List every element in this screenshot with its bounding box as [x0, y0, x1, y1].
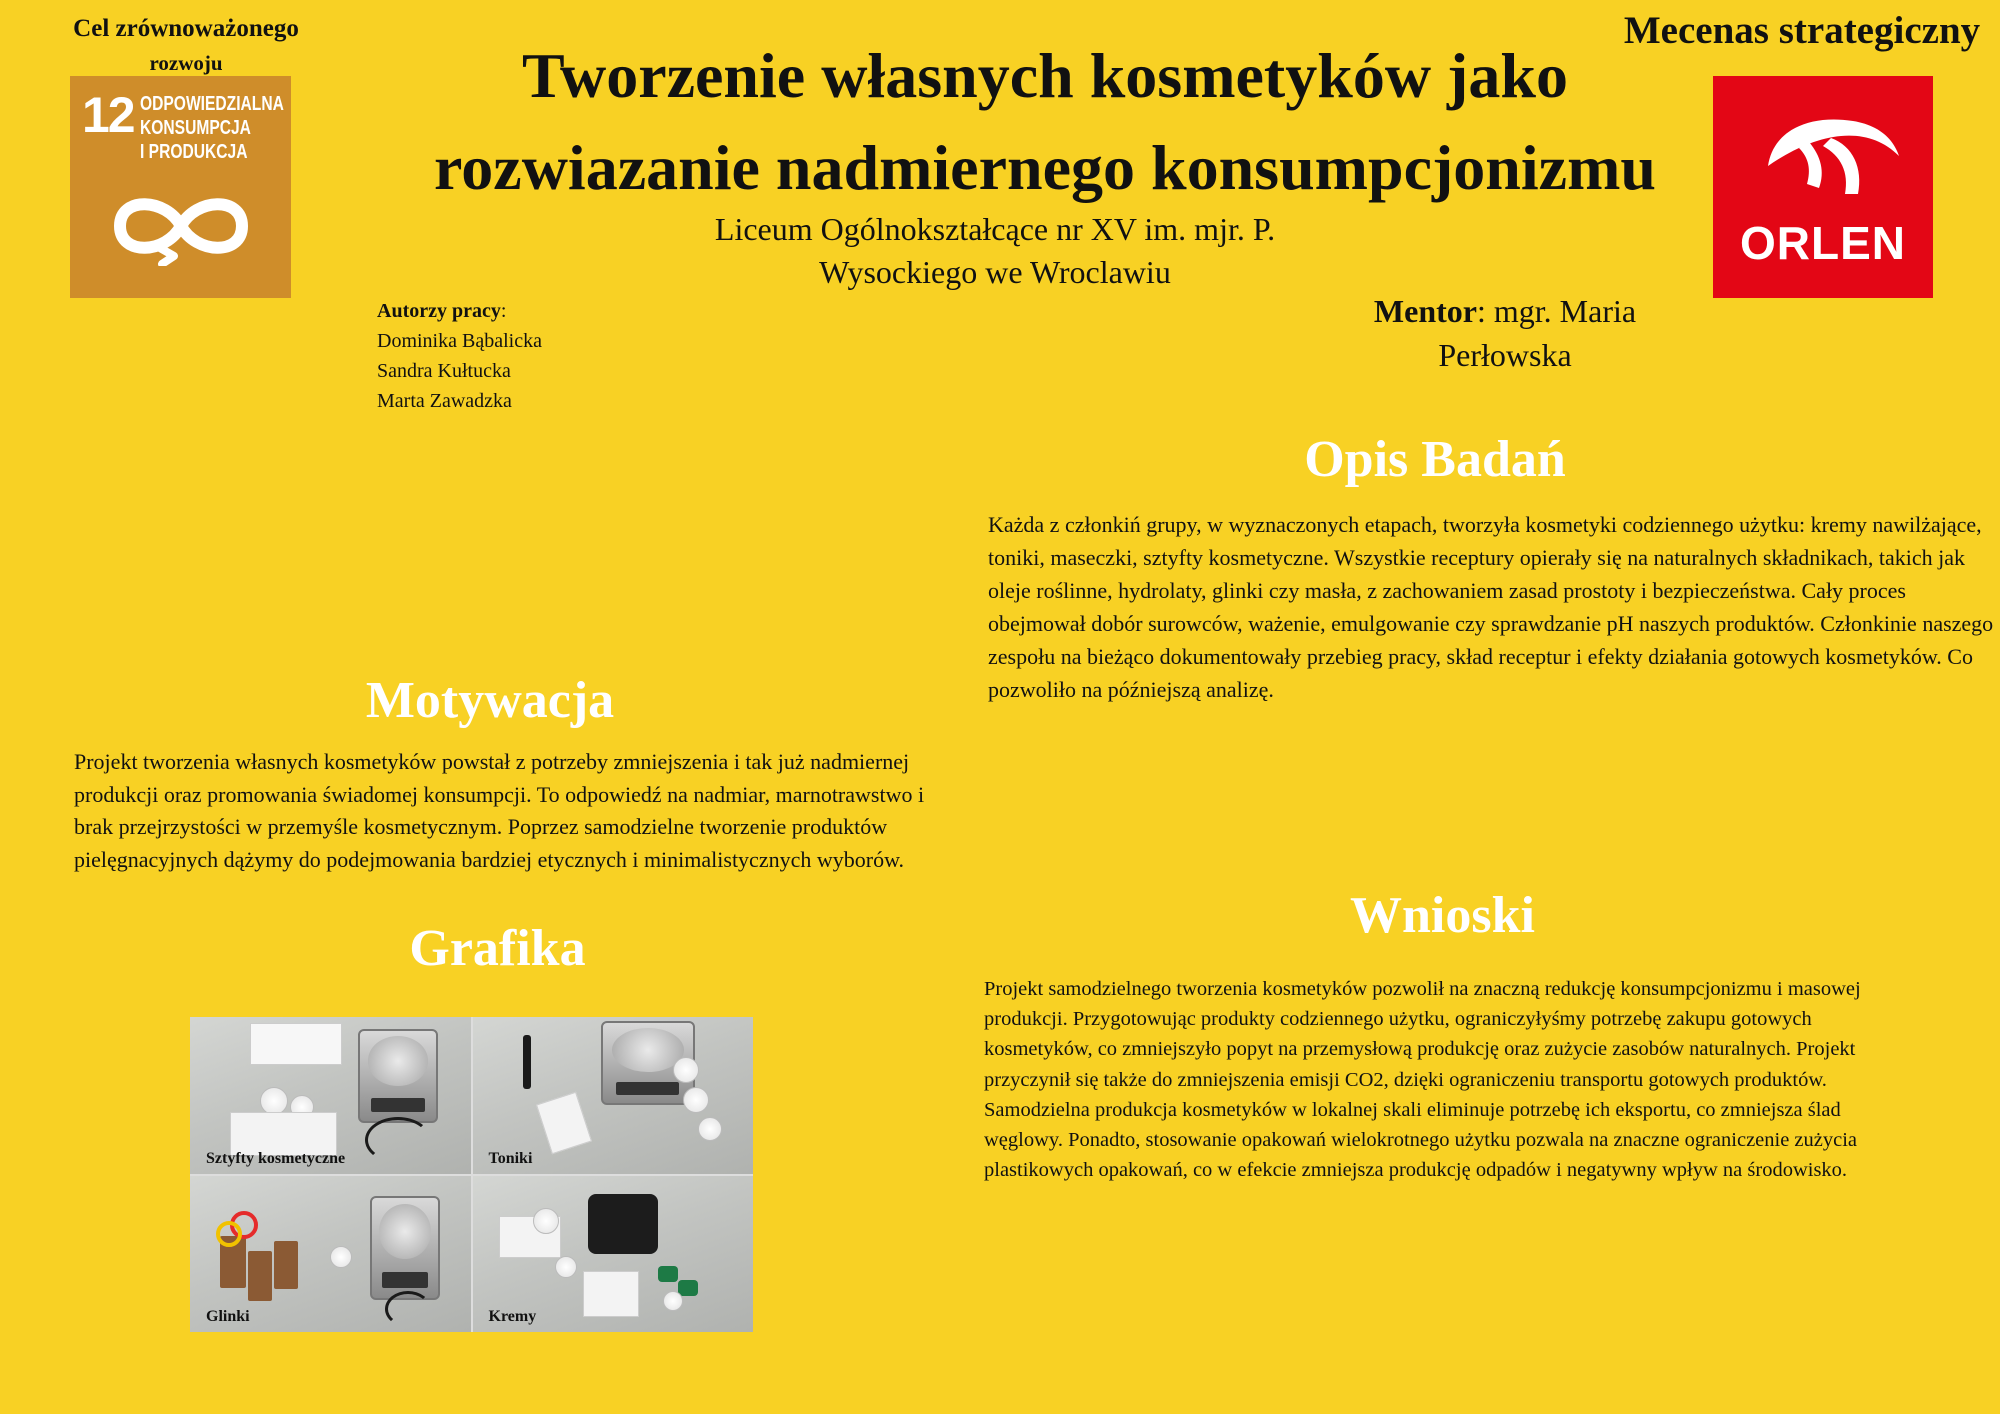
research-text: Każda z członkiń grupy, w wyznaczonych etapach, tworzyła kosmetyki codziennego użytku: kremy nawilżające, toniki, maseczki, sztyfty kosmetyczne. Wszystkie receptury opierały się na naturalnych składnikach, takich jak oleje roślinne, hydrolaty, glinki czy masła, z zachowaniem zasad prostoty i bezpieczeństwa. Cały proces obejmował dobór surowców, ważenie, emulgowanie czy sprawdzanie pH naszych produktów. Członkinie naszego zespołu na bieżąco dokumentowały przebieg pracy, skład receptur i efekty działania gotowych kosmetyków. Co pozwoliło na późniejszą analizę.: [988, 512, 1994, 702]
motivation-heading: Motywacja: [365, 672, 615, 729]
sdg-caption: [52, 12, 320, 80]
mentor-label: Mentor: [1373, 293, 1477, 329]
sdg-caption-line1: Cel zrównoważonego: [73, 15, 299, 42]
motivation-text: Projekt tworzenia własnych kosmetyków powstał z potrzeby zmniejszenia i tak już nadmiernej produkcji oraz promowania świadomej konsumpcji. To odpowiedź na nadmiar, marnotrawstwo i brak przejrzystości w przemyśle kosmetycznym. Poprzez samodzielne tworzenie produktów pielęgnacyjnych dążymy do podejmowania bardziej etycznych i minimalistycznych wyborów.: [74, 749, 925, 872]
school-line1: Liceum Ogólnokształcące nr XV im. mjr. P.: [714, 211, 1276, 247]
conclusions-text: Projekt samodzielnego tworzenia kosmetyków pozwolił na znaczną redukcję konsumpcjonizmu i masowej produkcji. Przygotowując produkty codziennego użytku, ograniczyłyśmy potrzebę zakupu gotowych kosmetyków, co zmniejszyło popyt na przemysłową produkcję oraz zużycie zasobów naturalnych. Projekt przyczynił się także do zmniejszenia emisji CO2, dzięki ograniczeniu transportu gotowych produktów. Samodzielna produkcja kosmetyków w lokalnej skali eliminuje potrzebę ich eksportu, co zmniejsza ślad węglowy. Ponadto, stosowanie opakowań wielokrotnego użytku pozwala na znaczne ograniczenie zużycia plastikowych opakowań, co w efekcie zmniejsza produkcję odpadów i negatywny wpływ na środowisko.: [984, 978, 1861, 1182]
photo-caption: Sztyfty kosmetyczne: [206, 1149, 346, 1167]
photo-creams: [473, 1176, 754, 1333]
sponsor-label: Mecenas strategiczny: [1623, 9, 1981, 52]
photo-caption: Toniki: [488, 1149, 533, 1167]
sdg-goal-text: [140, 92, 284, 164]
mentor-name-line2: Perłowska: [1438, 337, 1572, 373]
sdg-text-line2: KONSUMPCJA: [140, 117, 251, 139]
title-line2: rozwiazanie nadmiernego konsumpcjonizmu: [434, 132, 1656, 203]
authors-block: Autorzy pracy: Dominika Bąbalicka Sandra Kułtucka Marta Zawadzka: [377, 296, 542, 416]
author-name: Dominika Bąbalicka: [377, 330, 542, 352]
poster-title: [330, 30, 1760, 214]
orlen-logo-text: ORLEN: [1740, 217, 1906, 269]
mentor-name-line1: : mgr. Maria: [1476, 293, 1637, 329]
mentor-block: [1270, 289, 1740, 377]
school-name: [560, 208, 1430, 294]
photo-collage: [190, 1017, 753, 1332]
sdg-text-line1: ODPOWIEDZIALNA: [140, 93, 284, 115]
author-name: Sandra Kułtucka: [377, 360, 511, 382]
conclusions-heading: Wnioski: [1350, 887, 1535, 944]
author-name: Marta Zawadzka: [377, 390, 512, 412]
photo-sticks: [190, 1017, 471, 1174]
sdg-12-tile: [70, 76, 291, 298]
research-heading: Opis Badań: [1304, 431, 1566, 488]
infinity-loop-icon: [108, 186, 254, 266]
photo-tonics: [473, 1017, 754, 1174]
sdg-number: 12: [82, 87, 134, 143]
photo-caption: Glinki: [206, 1308, 250, 1325]
photo-caption: Kremy: [488, 1308, 537, 1325]
title-line1: Tworzenie własnych kosmetyków jako: [522, 40, 1568, 111]
authors-label: Autorzy pracy: [377, 300, 501, 322]
graphics-heading: Grafika: [409, 920, 586, 977]
photo-clays: [190, 1176, 471, 1333]
sdg-caption-line2: rozwoju: [149, 51, 223, 75]
school-line2: Wysockiego we Wroclawiu: [819, 254, 1171, 290]
sdg-text-line3: I PRODUKCJA: [140, 141, 248, 163]
